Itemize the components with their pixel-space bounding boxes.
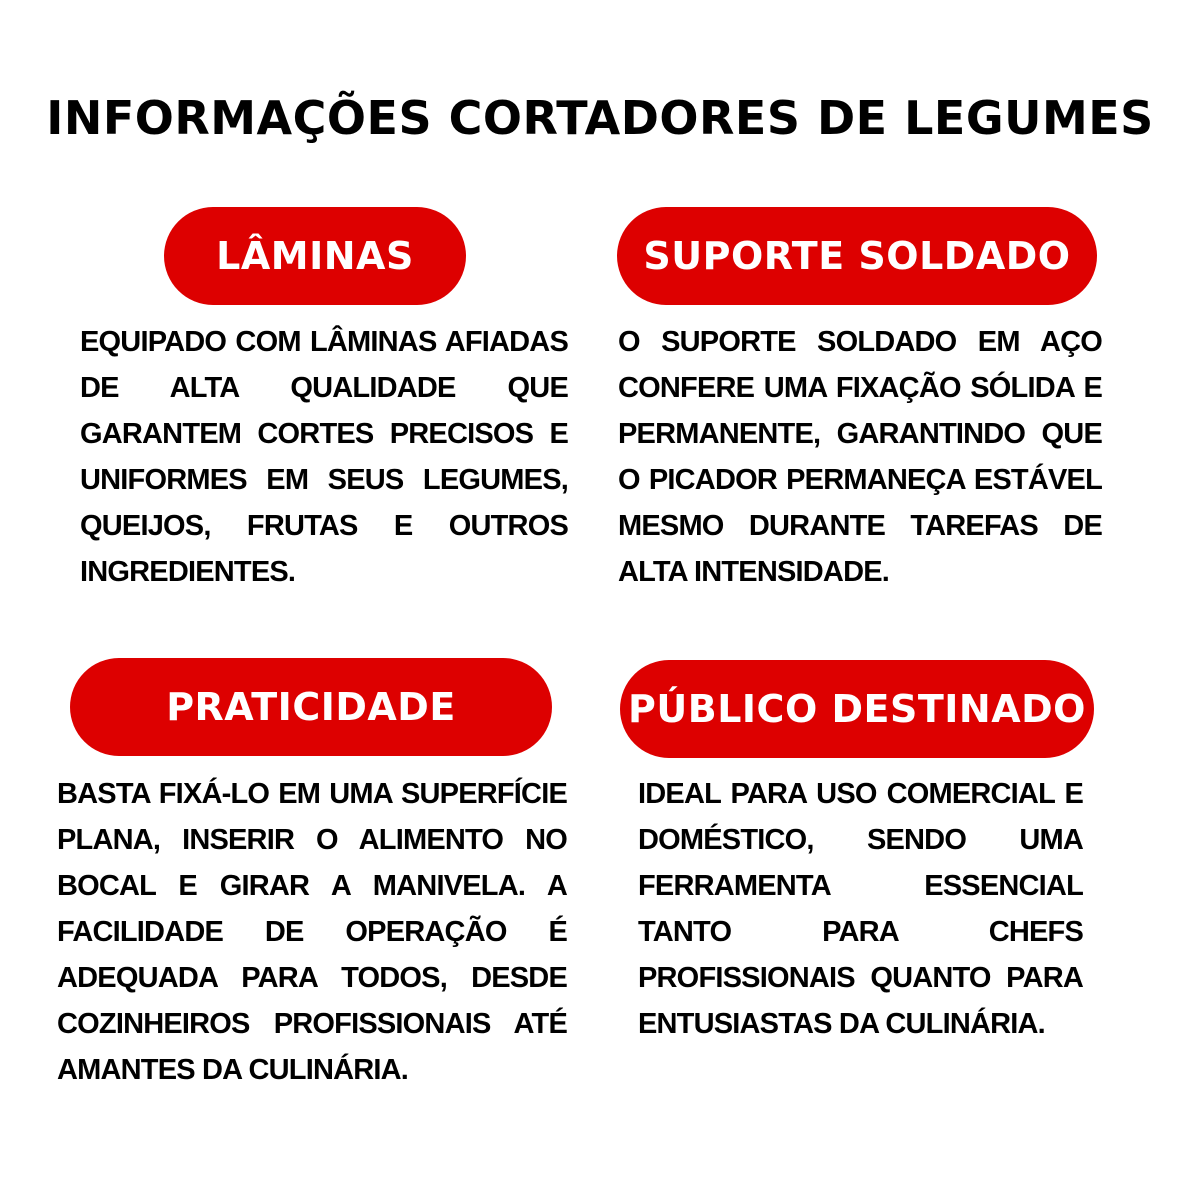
page-title: INFORMAÇÕES CORTADORES DE LEGUMES (46, 91, 1154, 145)
section-text-praticidade: BASTA FIXÁ-LO EM UMA SUPERFÍCIE PLANA, INSERIR O ALIMENTO NO BOCAL E GIRAR A MANIVELA. A FACILIDADE DE OPERAÇÃO É ADEQUADA PARA TODOS, DESDE COZINHEIROS PROFISSIONAIS ATÉ AMANTES DA CULINÁRIA. (57, 778, 567, 1086)
section-text-publico-destinado: IDEAL PARA USO COMERCIAL E DOMÉSTICO, SENDO UMA FERRAMENTA ESSENCIAL TANTO PARA CHEFS PROFISSIONAIS QUANTO PARA ENTUSIASTAS DA CULINÁRIA. (638, 778, 1083, 1040)
section-text-suporte-soldado: O SUPORTE SOLDADO EM AÇO CONFERE UMA FIXAÇÃO SÓLIDA E PERMANENTE, GARANTINDO QUE O PICADOR PERMANEÇA ESTÁVEL MESMO DURANTE TAREFAS DE ALTA INTENSIDADE. (618, 326, 1102, 588)
section-text-laminas: EQUIPADO COM LÂMINAS AFIADAS DE ALTA QUALIDADE QUE GARANTEM CORTES PRECISOS E UNIFORMES EM SEUS LEGUMES, QUEIJOS, FRUTAS E OUTROS INGREDIENTES. (80, 326, 568, 588)
section-heading-publico-destinado: PÚBLICO DESTINADO (620, 660, 1094, 758)
section-heading-laminas: LÂMINAS (164, 207, 466, 305)
section-heading-praticidade: PRATICIDADE (70, 658, 552, 756)
section-heading-suporte-soldado: SUPORTE SOLDADO (617, 207, 1097, 305)
